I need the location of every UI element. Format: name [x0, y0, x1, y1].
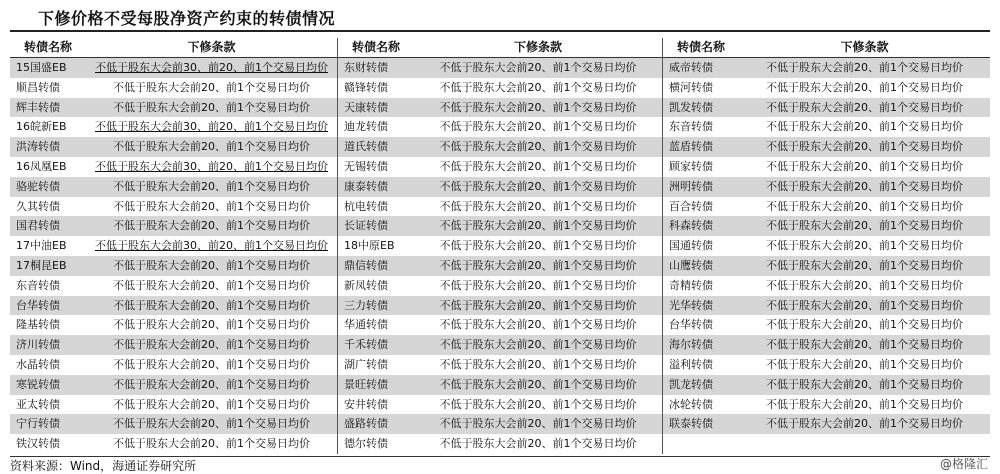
table-panel-1 [10, 38, 338, 454]
table-row [663, 256, 990, 276]
header-clause: 下修条款 [739, 38, 990, 58]
clause-cell [86, 276, 337, 296]
tables-container [10, 38, 990, 454]
table-row [338, 256, 662, 276]
table-row [10, 98, 337, 118]
table-title-text: 下修价格不受每股净资产约束的转债情况 [38, 9, 336, 28]
clause-text: 不低于股东大会前20、前1个交易日均价 [766, 239, 963, 253]
table-row [338, 117, 662, 137]
clause-cell [86, 256, 337, 276]
bond-name-cell: 鼎信转债 [338, 256, 414, 276]
table-panel-3 [663, 38, 990, 454]
clause-cell [86, 157, 337, 177]
clause-cell [86, 177, 337, 197]
bond-name-cell: 杭电转债 [344, 199, 388, 213]
source-note: 资料来源：Wind，海通证券研究所 [10, 456, 990, 474]
clause-text: 不低于股东大会前20、前1个交易日均价 [439, 219, 637, 233]
bond-name-cell: 湖广转债 [344, 357, 388, 371]
clause-text: 不低于股东大会前20、前1个交易日均价 [113, 258, 310, 272]
clause-cell [414, 434, 662, 454]
table-row [338, 335, 662, 355]
table-row [338, 395, 662, 415]
table-row [663, 375, 990, 395]
bond-name-cell: 凯龙转债 [663, 375, 739, 395]
bond-name-cell: 洪涛转债 [10, 137, 86, 157]
table-row [663, 395, 990, 415]
clause-text: 不低于股东大会前20、前1个交易日均价 [113, 437, 310, 451]
bond-name-cell: 16凤凰EB [16, 159, 67, 173]
bond-name-cell: 横河转债 [669, 80, 713, 94]
clause-cell [86, 375, 337, 395]
clause-cell [86, 216, 337, 236]
bond-name-cell: 辉丰转债 [10, 98, 86, 118]
table-panel-2 [338, 38, 663, 454]
clause-text: 不低于股东大会前20、前1个交易日均价 [439, 239, 637, 253]
clause-text: 不低于股东大会前20、前1个交易日均价 [113, 318, 310, 332]
clause-cell [739, 315, 990, 335]
bond-table-1 [10, 38, 337, 454]
watermark: @格隆汇 [939, 457, 988, 471]
clause-text: 不低于股东大会前20、前1个交易日均价 [766, 100, 963, 114]
clause-text: 不低于股东大会前20、前1个交易日均价 [766, 120, 963, 134]
clause-text: 不低于股东大会前20、前1个交易日均价 [439, 417, 637, 431]
clause-cell [739, 236, 990, 256]
clause-cell [739, 78, 990, 98]
table-row [10, 157, 337, 177]
clause-cell [86, 355, 337, 375]
table-row [10, 315, 337, 335]
table-row [663, 58, 990, 78]
bond-name-cell: 台华转债 [669, 318, 713, 332]
bond-name-cell: 水晶转债 [16, 357, 60, 371]
clause-text: 不低于股东大会前20、前1个交易日均价 [766, 318, 963, 332]
table-row [663, 216, 990, 236]
table-row [338, 236, 662, 256]
table-row [663, 78, 990, 98]
bond-name-cell: 顾家转债 [669, 159, 713, 173]
table-row [338, 414, 662, 434]
bond-name-cell: 道氏转债 [338, 137, 414, 157]
table-row [338, 157, 662, 177]
clause-cell [86, 117, 337, 137]
bond-name-cell: 蓝盾转债 [663, 137, 739, 157]
clause-text: 不低于股东大会前20、前1个交易日均价 [766, 159, 963, 173]
bond-name-cell: 东音转债 [669, 120, 713, 134]
clause-text: 不低于股东大会前20、前1个交易日均价 [439, 100, 637, 114]
header-bond-name: 转债名称 [663, 38, 739, 58]
table-row [338, 197, 662, 217]
bond-name-cell: 天康转债 [338, 98, 414, 118]
table-row [338, 355, 662, 375]
header-bond-name: 转债名称 [338, 38, 414, 58]
clause-text: 不低于股东大会前20、前1个交易日均价 [439, 278, 637, 292]
bond-name-cell: 德尔转债 [344, 437, 388, 451]
bond-name-cell: 海尔转债 [663, 335, 739, 355]
clause-cell [739, 157, 990, 177]
clause-text: 不低于股东大会前20、前1个交易日均价 [439, 80, 637, 94]
clause-text: 不低于股东大会前20、前1个交易日均价 [113, 338, 310, 352]
clause-text: 不低于股东大会前20、前1个交易日均价 [113, 80, 310, 94]
clause-cell [414, 355, 662, 375]
clause-text: 不低于股东大会前20、前1个交易日均价 [766, 357, 963, 371]
clause-cell [414, 315, 662, 335]
clause-text: 不低于股东大会前30、前20、前1个交易日均价 [95, 239, 328, 253]
bond-name-cell: 16皖新EB [16, 120, 67, 134]
bond-name-cell: 凯发转债 [663, 98, 739, 118]
bond-name-cell: 18中原EB [344, 239, 395, 253]
clause-text: 不低于股东大会前20、前1个交易日均价 [766, 377, 963, 391]
clause-cell [86, 236, 337, 256]
table-row [10, 434, 337, 454]
table-header-row [10, 38, 337, 58]
header-bond-name: 转债名称 [10, 38, 86, 58]
header-clause: 下修条款 [414, 38, 662, 58]
table-row [10, 256, 337, 276]
clause-text: 不低于股东大会前20、前1个交易日均价 [766, 278, 963, 292]
table-row [338, 216, 662, 236]
clause-text: 不低于股东大会前20、前1个交易日均价 [439, 318, 637, 332]
table-title [10, 6, 990, 32]
clause-cell [414, 98, 662, 118]
clause-text: 不低于股东大会前20、前1个交易日均价 [439, 298, 637, 312]
clause-text: 不低于股东大会前20、前1个交易日均价 [113, 140, 310, 154]
clause-text: 不低于股东大会前20、前1个交易日均价 [766, 417, 963, 431]
clause-text: 不低于股东大会前20、前1个交易日均价 [439, 140, 637, 154]
bond-name-cell: 赣锋转债 [344, 80, 388, 94]
bond-name-cell: 安井转债 [344, 397, 388, 411]
clause-cell [86, 395, 337, 415]
table-row [10, 414, 337, 434]
clause-cell [739, 276, 990, 296]
table-row [338, 315, 662, 335]
bond-name-cell: 亚太转债 [16, 397, 60, 411]
clause-cell [739, 137, 990, 157]
table-row [10, 395, 337, 415]
bond-name-cell: 光华转债 [663, 296, 739, 316]
clause-cell [739, 177, 990, 197]
clause-text: 不低于股东大会前20、前1个交易日均价 [113, 100, 310, 114]
clause-text: 不低于股东大会前20、前1个交易日均价 [113, 298, 310, 312]
table-row [10, 137, 337, 157]
table-row [338, 137, 662, 157]
table-row [10, 78, 337, 98]
clause-cell [739, 395, 990, 415]
clause-cell [739, 335, 990, 355]
bond-name-cell: 山鹰转债 [663, 256, 739, 276]
table-row [10, 355, 337, 375]
bond-name-cell: 东财转债 [338, 58, 414, 78]
table-row [10, 58, 337, 78]
clause-text: 不低于股东大会前20、前1个交易日均价 [766, 199, 963, 213]
table-row [663, 157, 990, 177]
clause-text: 不低于股东大会前20、前1个交易日均价 [766, 338, 963, 352]
clause-text: 不低于股东大会前20、前1个交易日均价 [439, 397, 637, 411]
table-row [10, 236, 337, 256]
table-row [10, 335, 337, 355]
clause-cell [414, 117, 662, 137]
bond-name-cell: 无锡转债 [344, 159, 388, 173]
bond-name-cell: 顺昌转债 [16, 80, 60, 94]
clause-text: 不低于股东大会前20、前1个交易日均价 [766, 61, 963, 74]
clause-text: 不低于股东大会前20、前1个交易日均价 [766, 258, 963, 272]
bond-name-cell: 台华转债 [10, 296, 86, 316]
clause-text: 不低于股东大会前20、前1个交易日均价 [766, 397, 963, 411]
table-header-row [663, 38, 990, 58]
bond-name-cell: 奇精转债 [669, 278, 713, 292]
table-row [663, 197, 990, 217]
table-row [338, 177, 662, 197]
clause-cell [414, 78, 662, 98]
clause-cell [414, 395, 662, 415]
bond-name-cell: 铁汉转债 [16, 437, 60, 451]
clause-text: 不低于股东大会前20、前1个交易日均价 [113, 397, 310, 411]
bond-name-cell: 华通转债 [344, 318, 388, 332]
table-row [663, 335, 990, 355]
table-row [10, 197, 337, 217]
table-row [338, 296, 662, 316]
clause-cell [414, 58, 662, 78]
bond-name-cell: 15国盛EB [10, 58, 86, 78]
clause-cell [86, 137, 337, 157]
bond-table-3 [663, 38, 990, 434]
clause-cell [739, 197, 990, 217]
table-row [338, 98, 662, 118]
table-row [663, 355, 990, 375]
clause-text: 不低于股东大会前30、前20、前1个交易日均价 [95, 159, 328, 173]
clause-text: 不低于股东大会前20、前1个交易日均价 [439, 437, 637, 451]
table-row [663, 137, 990, 157]
clause-cell [414, 335, 662, 355]
clause-cell [739, 98, 990, 118]
table-row [10, 216, 337, 236]
table-row [338, 58, 662, 78]
clause-cell [86, 58, 337, 78]
table-body [10, 58, 337, 454]
clause-text: 不低于股东大会前20、前1个交易日均价 [439, 120, 637, 134]
table-row [663, 98, 990, 118]
bond-name-cell: 17中油EB [16, 239, 67, 253]
clause-text: 不低于股东大会前20、前1个交易日均价 [766, 140, 963, 154]
table-row [338, 434, 662, 454]
bond-name-cell: 寒锐转债 [10, 375, 86, 395]
clause-cell [86, 335, 337, 355]
bond-name-cell: 冰轮转债 [669, 397, 713, 411]
clause-text: 不低于股东大会前20、前1个交易日均价 [766, 219, 963, 233]
table-body [663, 58, 990, 435]
clause-text: 不低于股东大会前30、前20、前1个交易日均价 [95, 120, 328, 134]
bond-name-cell: 盛路转债 [338, 414, 414, 434]
clause-cell [414, 157, 662, 177]
bond-name-cell: 长证转债 [338, 216, 414, 236]
bond-name-cell: 骆驼转债 [10, 177, 86, 197]
bond-name-cell: 洲明转债 [663, 177, 739, 197]
bond-name-cell: 隆基转债 [16, 318, 60, 332]
bond-name-cell: 宁行转债 [10, 414, 86, 434]
clause-cell [86, 197, 337, 217]
clause-text: 不低于股东大会前20、前1个交易日均价 [439, 159, 637, 173]
clause-cell [739, 414, 990, 434]
bond-name-cell: 国君转债 [10, 216, 86, 236]
clause-text: 不低于股东大会前20、前1个交易日均价 [439, 179, 637, 193]
bond-name-cell: 联泰转债 [663, 414, 739, 434]
table-row [10, 117, 337, 137]
bond-name-cell: 济川转债 [10, 335, 86, 355]
bond-name-cell: 三力转债 [338, 296, 414, 316]
clause-text: 不低于股东大会前20、前1个交易日均价 [439, 377, 637, 391]
table-row [338, 78, 662, 98]
table-row [663, 177, 990, 197]
bond-name-cell: 17桐昆EB [10, 256, 86, 276]
clause-cell [414, 276, 662, 296]
bond-name-cell: 百合转债 [669, 199, 713, 213]
clause-text: 不低于股东大会前20、前1个交易日均价 [113, 278, 310, 292]
bond-name-cell: 迪龙转债 [344, 120, 388, 134]
bond-table-2 [338, 38, 662, 454]
clause-text: 不低于股东大会前20、前1个交易日均价 [766, 179, 963, 193]
clause-cell [414, 256, 662, 276]
table-row [10, 177, 337, 197]
clause-text: 不低于股东大会前20、前1个交易日均价 [113, 179, 310, 193]
clause-text: 不低于股东大会前20、前1个交易日均价 [439, 258, 637, 272]
clause-cell [86, 315, 337, 335]
clause-cell [739, 375, 990, 395]
bond-name-cell: 景旺转债 [338, 375, 414, 395]
table-body [338, 58, 662, 454]
clause-cell [414, 375, 662, 395]
clause-text: 不低于股东大会前20、前1个交易日均价 [766, 80, 963, 94]
bond-name-cell: 新凤转债 [344, 278, 388, 292]
clause-cell [414, 236, 662, 256]
clause-text: 不低于股东大会前20、前1个交易日均价 [113, 199, 310, 213]
clause-text: 不低于股东大会前20、前1个交易日均价 [113, 219, 310, 233]
clause-cell [414, 177, 662, 197]
bond-name-cell: 康泰转债 [338, 177, 414, 197]
clause-cell [739, 296, 990, 316]
table-row [663, 315, 990, 335]
clause-cell [414, 197, 662, 217]
table-row [663, 276, 990, 296]
clause-text: 不低于股东大会前20、前1个交易日均价 [439, 199, 637, 213]
table-row [338, 276, 662, 296]
header-clause: 下修条款 [86, 38, 337, 58]
bond-name-cell: 千禾转债 [338, 335, 414, 355]
clause-cell [86, 434, 337, 454]
clause-text: 不低于股东大会前30、前20、前1个交易日均价 [95, 61, 328, 74]
clause-cell [86, 414, 337, 434]
bond-name-cell: 东音转债 [16, 278, 60, 292]
clause-text: 不低于股东大会前20、前1个交易日均价 [439, 357, 637, 371]
clause-cell [739, 117, 990, 137]
bond-name-cell: 久其转债 [16, 199, 60, 213]
clause-text: 不低于股东大会前20、前1个交易日均价 [766, 298, 963, 312]
clause-text: 不低于股东大会前20、前1个交易日均价 [439, 61, 637, 74]
bond-name-cell: 科森转债 [663, 216, 739, 236]
clause-cell [739, 58, 990, 78]
table-row [338, 375, 662, 395]
table-row [663, 296, 990, 316]
table-row [10, 296, 337, 316]
clause-cell [414, 137, 662, 157]
clause-text: 不低于股东大会前20、前1个交易日均价 [113, 417, 310, 431]
clause-text: 不低于股东大会前20、前1个交易日均价 [113, 377, 310, 391]
clause-text: 不低于股东大会前20、前1个交易日均价 [113, 357, 310, 371]
table-row [663, 414, 990, 434]
table-row [10, 375, 337, 395]
clause-cell [414, 414, 662, 434]
clause-cell [739, 355, 990, 375]
table-row [663, 117, 990, 137]
bond-name-cell: 国通转债 [669, 239, 713, 253]
table-header-row [338, 38, 662, 58]
clause-cell [414, 296, 662, 316]
table-row [663, 236, 990, 256]
clause-text: 不低于股东大会前20、前1个交易日均价 [439, 338, 637, 352]
bond-name-cell: 威帝转债 [663, 58, 739, 78]
clause-cell [739, 216, 990, 236]
table-row [10, 276, 337, 296]
clause-cell [86, 98, 337, 118]
bond-name-cell: 溢利转债 [669, 357, 713, 371]
clause-cell [739, 256, 990, 276]
clause-cell [86, 296, 337, 316]
clause-cell [414, 216, 662, 236]
clause-cell [86, 78, 337, 98]
